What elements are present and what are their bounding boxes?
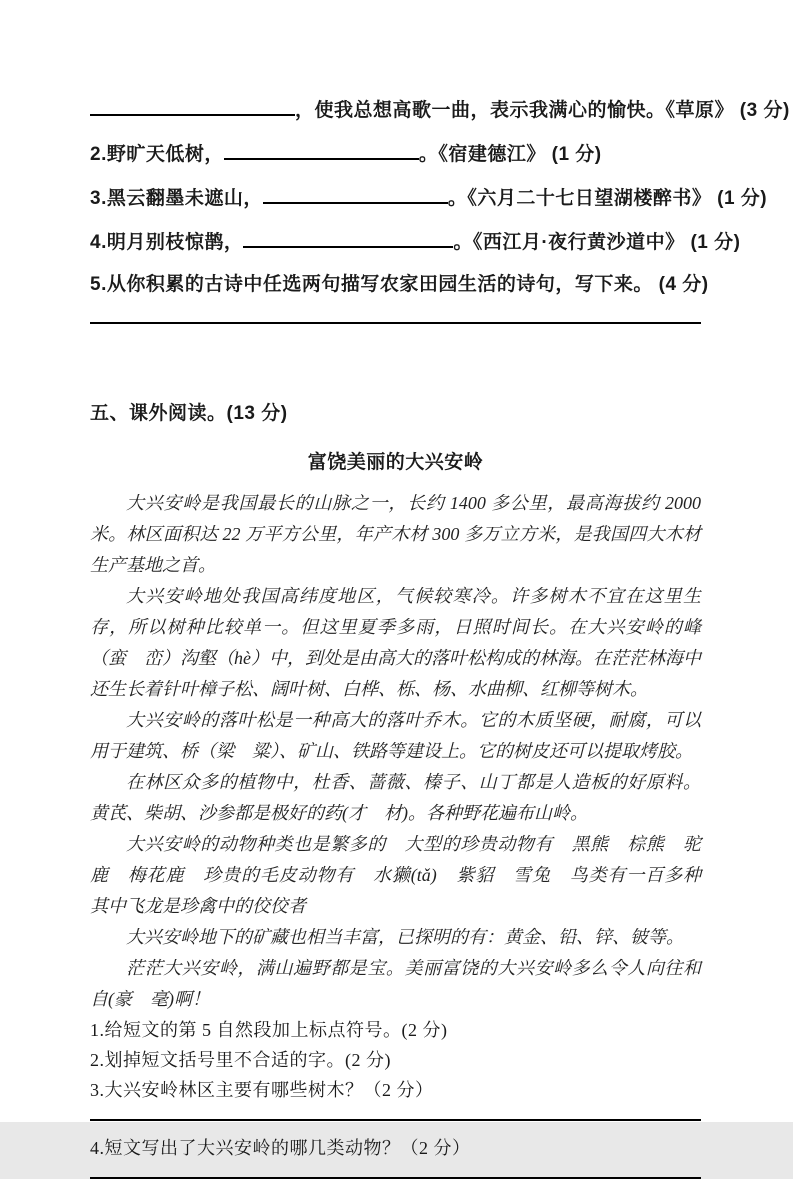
reading-section: [90, 398, 719, 1179]
poetry-question-4: [90, 230, 741, 254]
poetry-question-1-text: ，使我总想高歌一曲，表示我满心的愉快。《草原》 (3 分): [295, 100, 790, 121]
passage-paragraph-4: 在林区众多的植物中，杜香、蔷薇、榛子、山丁都是人造板的好原料。黄芪、柴胡、沙参都是极好的药(才 材)。各种野花遍布山岭。: [90, 772, 701, 823]
section-five-heading: 五、课外阅读。(13 分): [90, 403, 288, 424]
passage-paragraph-2: 大兴安岭地处我国高纬度地区，气候较寒冷。许多树木不宜在这里生存，所以树种比较单一。但这里夏季多雨，日照时间长。在大兴安岭的峰（蛮 峦）沟壑（hè）中，到处是由高大的落叶松构成的林海。在茫茫林海中还生长着针叶樟子松、阔叶树、白桦、栎、杨、水曲柳、红柳等树木。: [90, 586, 701, 699]
poetry-question-3: [90, 186, 768, 210]
poetry-question-2-source: 。《宿建德江》 (1 分): [418, 144, 602, 165]
answer-line: [90, 322, 701, 324]
answer-line: [90, 1119, 701, 1121]
reading-question-4: 4.短文写出了大兴安岭的哪几类动物？（2 分）: [90, 1138, 471, 1158]
poetry-question-4-text: 4.明月别枝惊鹊，: [90, 232, 244, 253]
fill-in-blank: [263, 186, 448, 204]
passage-title: 富饶美丽的大兴安岭: [307, 452, 484, 473]
poetry-question-3-text: 3.黑云翻墨未遮山，: [90, 188, 263, 209]
passage-paragraph-1: 大兴安岭是我国最长的山脉之一，长约 1400 多公里，最高海拔约 2000 米。林区面积达 22 万平方公里，年产木材 300 多万立方米，是我国四大木材生产基地之首。: [90, 493, 701, 575]
poetry-question-3-source: 。《六月二十七日望湖楼醉书》 (1 分): [447, 188, 768, 209]
fill-in-blank: [90, 98, 295, 116]
fill-in-blank: [224, 142, 419, 160]
poetry-question-4-source: 。《西江月·夜行黄沙道中》 (1 分): [453, 232, 741, 253]
passage-body: [90, 488, 719, 1015]
poetry-question-2-text: 2.野旷天低树，: [90, 144, 224, 165]
reading-question-1: 1.给短文的第 5 自然段加上标点符号。(2 分): [90, 1020, 448, 1040]
poetry-fill-in-section: [90, 98, 790, 296]
passage-paragraph-3: 大兴安岭的落叶松是一种高大的落叶乔木。它的木质坚硬，耐腐，可以用于建筑、桥（梁 粱）、矿山、铁路等建设上。它的树皮还可以提取烤胶。: [90, 710, 701, 761]
reading-questions: [90, 1015, 701, 1179]
reading-question-2: 2.划掉短文括号里不合适的字。(2 分): [90, 1050, 391, 1070]
passage-paragraph-7: 茫茫大兴安岭，满山遍野都是宝。美丽富饶的大兴安岭多么令人向往和自(豪 毫)啊！: [90, 958, 701, 1009]
poetry-question-5: [90, 274, 709, 296]
passage-paragraph-6: 大兴安岭地下的矿藏也相当丰富，已探明的有：黄金、铅、锌、铍等。: [126, 927, 684, 947]
fill-in-blank: [243, 230, 453, 248]
passage-paragraph-5: 大兴安岭的动物种类也是繁多的 大型的珍贵动物有 黑熊 棕熊 驼鹿 梅花鹿 珍贵的毛皮动物有 水獭(tǎ) 紫貂 雪兔 鸟类有一百多种 其中飞龙是珍禽中的佼佼者: [90, 834, 719, 916]
poetry-question-5-text: 5.从你积累的古诗中任选两句描写农家田园生活的诗句，写下来。 (4 分): [90, 274, 709, 295]
poetry-question-1: [90, 98, 790, 122]
poetry-question-2: [90, 142, 701, 166]
reading-question-3: 3.大兴安岭林区主要有哪些树木？（2 分）: [90, 1080, 434, 1100]
